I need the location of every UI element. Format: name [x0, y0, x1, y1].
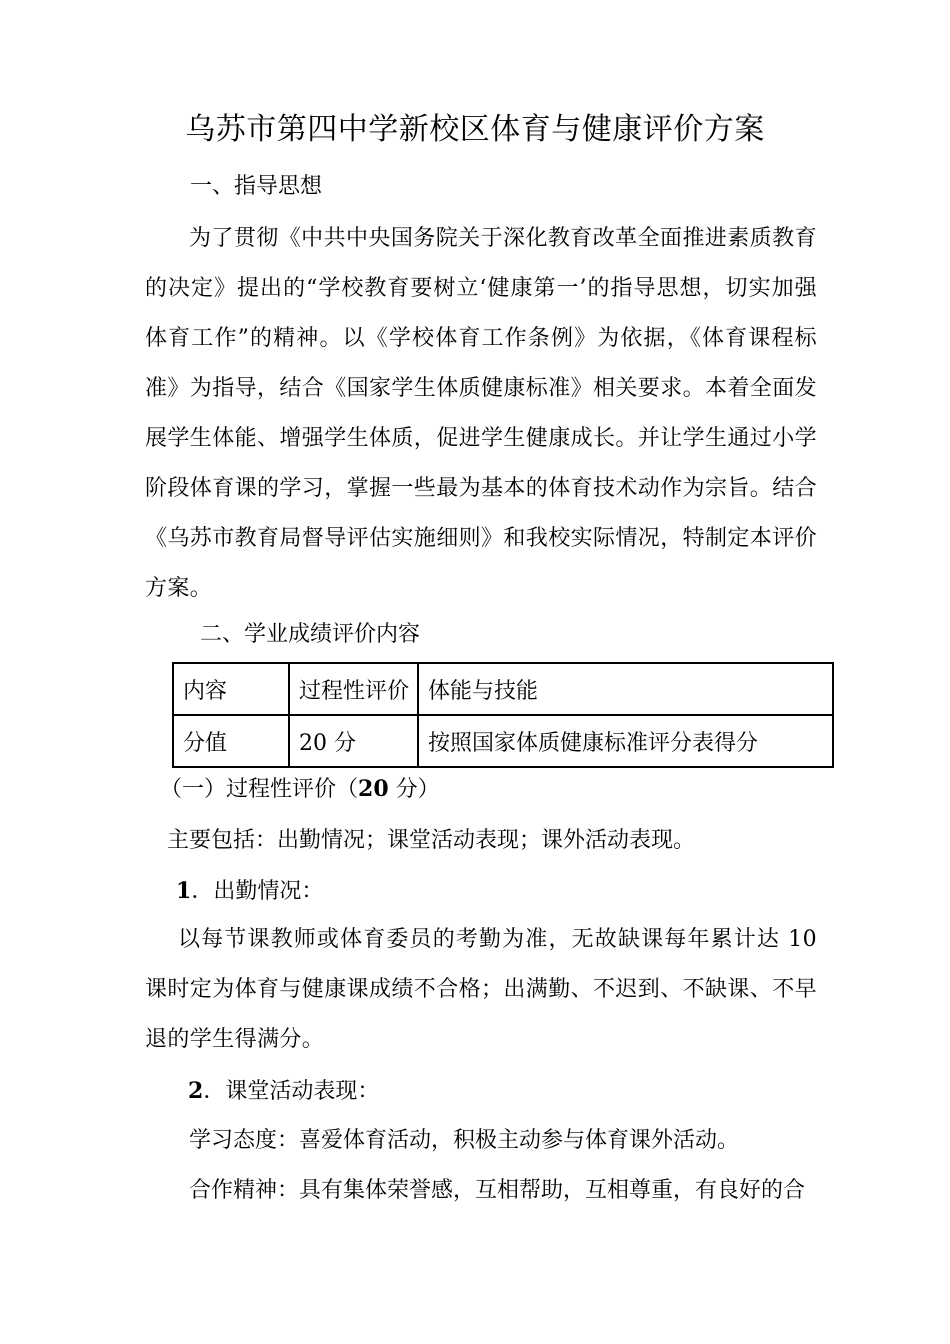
document-title: 乌苏市第四中学新校区体育与健康评价方案 — [185, 112, 765, 147]
section2-heading: 二、学业成绩评价内容 — [200, 622, 421, 647]
item2-attitude-line: 学习态度：喜爱体育活动，积极主动参与体育课外活动。 — [189, 1128, 740, 1153]
main-items-line: 主要包括：出勤情况；课堂活动表现；课外活动表现。 — [167, 828, 696, 853]
item1-title: ．出勤情况： — [191, 879, 324, 904]
section1-paragraph: 为了贯彻《中共中央国务院关于深化教育改革全面推进素质教育的决定》提出的“学校教育要树立‘健康第一’的指导思想，切实加强体育工作”的精神。以《学校体育工作条例》为依据，《体育课程标准》为指导，结合《国家学生体质健康标准》相关要求。本着全面发展学生体能、增强学生体质，促进学生健康成长。并让学生通过小学阶段体育课的学习，掌握一些最为基本的体育技术动作为宗旨。结合《乌苏市教育局督导评估实施细则》和我校实际情况，特制定本评价方案。 — [145, 226, 818, 601]
item1-paragraph: 以每节课教师或体育委员的考勤为准，无故缺课每年累计达 10 课时定为体育与健康课成绩不合格；出满勤、不迟到、不缺课、不早退的学生得满分。 — [145, 927, 818, 1052]
table-cell: 20 分 — [289, 715, 418, 767]
item1-heading — [176, 876, 323, 907]
section1-heading: 一、指导思想 — [190, 174, 323, 199]
table-row — [173, 663, 833, 715]
table-cell: 按照国家体质健康标准评分表得分 — [418, 715, 833, 767]
score-table — [172, 662, 834, 768]
table-cell: 分值 — [173, 715, 289, 767]
table-row — [173, 715, 833, 767]
item2-cooperation-line: 合作精神：具有集体荣誉感，互相帮助，互相尊重，有良好的合 — [189, 1178, 806, 1203]
table-cell: 过程性评价 — [289, 663, 418, 715]
item2-title: ．课堂活动表现： — [203, 1079, 380, 1104]
item2-number: 2 — [188, 1078, 204, 1104]
subsection-score: 20 — [358, 776, 389, 802]
subsection-process-evaluation — [160, 774, 440, 805]
item2-heading — [188, 1076, 379, 1107]
table-cell: 体能与技能 — [418, 663, 833, 715]
item1-number: 1 — [176, 878, 192, 904]
table-cell: 内容 — [173, 663, 289, 715]
subsection-prefix: （一）过程性评价（ — [160, 777, 359, 802]
subsection-suffix: 分） — [388, 777, 440, 802]
